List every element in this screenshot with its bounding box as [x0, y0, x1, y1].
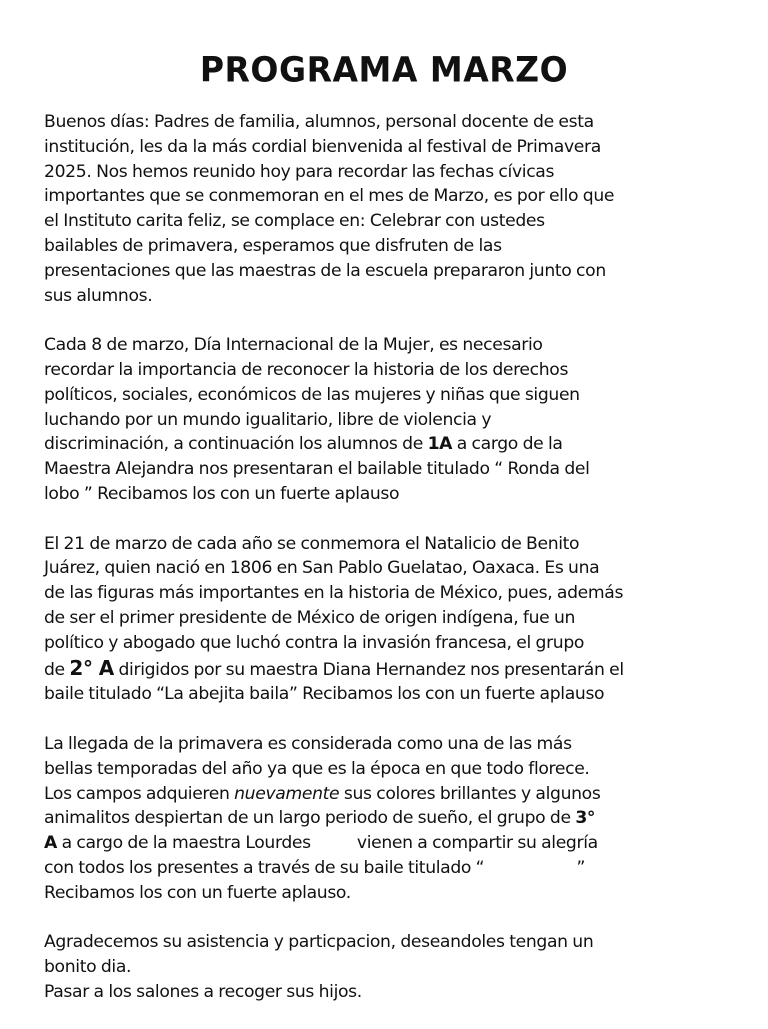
text-line: con todos los presentes a través de su baile titulado “ ”: [44, 857, 586, 878]
group-label-3a-letter: A: [44, 833, 57, 854]
text-line: Recibamos los con un fuerte aplauso.: [44, 882, 351, 903]
text-line: luchando por un mundo igualitario, libre de violencia y: [44, 409, 492, 430]
text-line: bellas temporadas del año ya que es la época en que todo florece.: [44, 758, 590, 779]
text-line: recordar la importancia de reconocer la historia de los derechos: [44, 359, 569, 380]
text-segment: a cargo de la maestra Lourdes vienen a compartir su alegría: [56, 833, 598, 854]
text-line: el Instituto carita feliz, se complace en: Celebrar con ustedes: [44, 211, 545, 232]
text-line: bonito dia.: [44, 957, 132, 978]
text-line: políticos, sociales, económicos de las mujeres y niñas que siguen: [44, 384, 580, 405]
text-line: [44, 806, 744, 831]
text-line: sus alumnos.: [44, 285, 153, 306]
text-line: El 21 de marzo de cada año se conmemora el Natalicio de Benito: [44, 533, 580, 554]
text-line: lobo ” Recibamos los con un fuerte aplauso: [44, 483, 400, 504]
group-label-3a-number: 3°: [575, 808, 596, 829]
text-line: [44, 831, 744, 856]
text-line: Cada 8 de marzo, Día Internacional de la Mujer, es necesario: [44, 335, 543, 356]
text-line: de las figuras más importantes en la historia de México, pues, además: [44, 583, 624, 604]
text-segment: de: [44, 659, 70, 680]
text-line: político y abogado que luchó contra la invasión francesa, el grupo: [44, 632, 585, 653]
text-line: bailables de primavera, esperamos que disfruten de las: [44, 235, 502, 256]
text-segment: discriminación, a continuación los alumnos de: [44, 434, 428, 455]
text-segment: animalitos despiertan de un largo periodo de sueño, el grupo de: [44, 808, 576, 829]
text-line: Buenos días: Padres de familia, alumnos, personal docente de esta: [44, 112, 594, 132]
text-line: presentaciones que las maestras de la escuela prepararon junto con: [44, 260, 606, 281]
text-segment: dirigidos por su maestra Diana Hernandez nos presentarán el: [113, 659, 624, 680]
text-line: [44, 782, 744, 807]
group-label-2a: 2° A: [69, 655, 114, 680]
text-line: baile titulado “La abejita baila” Recibamos los con un fuerte aplauso: [44, 684, 605, 705]
page-title: PROGRAMA MARZO: [199, 49, 569, 90]
text-line: Agradecemos su asistencia y particpacion, deseandoles tengan un: [44, 932, 594, 953]
text-line: de ser el primer presidente de México de origen indígena, fue un: [44, 607, 576, 628]
paragraph-closing: [44, 930, 744, 1004]
paragraph-spring: [44, 732, 744, 906]
text-line: Maestra Alejandra nos presentaran el bailable titulado “ Ronda del: [44, 459, 590, 480]
paragraph-welcome: [44, 110, 744, 308]
text-line: [44, 432, 744, 457]
text-segment: sus colores brillantes y algunos: [339, 783, 601, 804]
text-line: 2025. Nos hemos reunido hoy para recordar las fechas cívicas: [44, 161, 555, 182]
text-segment: Los campos adquieren: [44, 783, 235, 804]
text-line: Pasar a los salones a recoger sus hijos.: [44, 981, 362, 1002]
paragraph-benito-juarez: [44, 532, 744, 708]
italic-word: nuevamente: [234, 783, 340, 804]
text-segment: a cargo de la: [452, 434, 563, 455]
text-line: [44, 656, 744, 683]
text-line: La llegada de la primavera es considerada como una de las más: [44, 733, 572, 754]
text-line: Juárez, quien nació en 1806 en San Pablo Guelatao, Oaxaca. Es una: [44, 558, 600, 579]
text-line: institución, les da la más cordial bienvenida al festival de Primavera: [44, 136, 601, 157]
document-body: [44, 110, 744, 1029]
text-line: importantes que se conmemoran en el mes de Marzo, es por ello que: [44, 186, 615, 207]
group-label-1a: 1A: [427, 434, 453, 455]
paragraph-womens-day: [44, 333, 744, 507]
